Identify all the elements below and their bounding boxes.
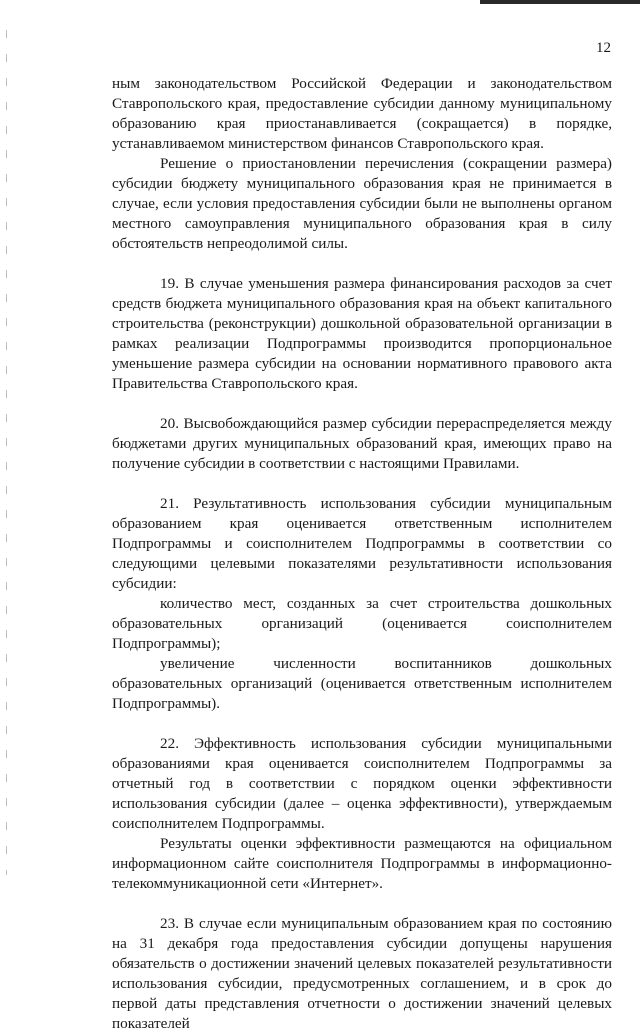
paragraph-23: 23. В случае если муниципальным образованием края по состоянию на 31 декабря года предоставления субсидии допущены нарушения обязательств о достижении значений целевых показателей результативности использования субсидии, предусмотренных соглашением, и в срок до первой даты представления отчетности о достижении значений целевых показателей (112, 915, 612, 1032)
indicator-pupils: увеличение численности воспитанников дошкольных образовательных организаций (оценивается ответственным исполнителем Подпрограммы). (112, 655, 612, 712)
paragraph-20: 20. Высвобождающийся размер субсидии перераспределяется между бюджетами других муниципальных образований края, имеющих право на получение субсидии в соответствии с настоящими Правилами. (112, 415, 612, 472)
paragraph-evaluation-results: Результаты оценки эффективности размещаются на официальном информационном сайте соисполнителя Подпрограммы в информационно-телекоммуникационной сети «Интернет». (112, 835, 612, 892)
paragraph-suspension-decision: Решение о приостановлении перечисления (сокращении размера) субсидии бюджету муниципального образования края не принимается в случае, если условия предоставления субсидии были не выполнены органом местного самоуправления муниципального образования края в силу обстоятельств непреодолимой силы. (112, 155, 612, 252)
page-number: 12 (596, 40, 611, 56)
indicator-places: количество мест, созданных за счет строительства дошкольных образовательных организаций (оценивается соисполнителем Подпрограммы); (112, 595, 612, 652)
document-body (112, 74, 612, 1034)
paragraph-19: 19. В случае уменьшения размера финансирования расходов за счет средств бюджета муниципального образования края на объект капитального строительства (реконструкции) дошкольной образовательной организации в рамках реализации Подпрограммы производится пропорциональное уменьшение размера субсидии на основании нормативного правового акта Правительства Ставропольского края. (112, 275, 612, 392)
scan-edge-marks (6, 30, 7, 875)
paragraph-22: 22. Эффективность использования субсидии муниципальными образованиями края оценивается соисполнителем Подпрограммы за отчетный год в соответствии с порядком оценки эффективности использования субсидии (далее – оценка эффективности), утверждаемым соисполнителем Подпрограммы. (112, 735, 612, 832)
paragraph-21: 21. Результативность использования субсидии муниципальным образованием края оценивается ответственным исполнителем Подпрограммы и соисполнителем Подпрограммы в соответствии со следующими целевыми показателями результативности использования субсидии: (112, 495, 612, 592)
top-edge-rule (480, 0, 640, 4)
paragraph-continuation: ным законодательством Российской Федерации и законодательством Ставропольского края, предоставление субсидии данному муниципальному образованию края приостанавливается (сокращается) в порядке, устанавливаемом министерством финансов Ставропольского края. (112, 75, 612, 152)
